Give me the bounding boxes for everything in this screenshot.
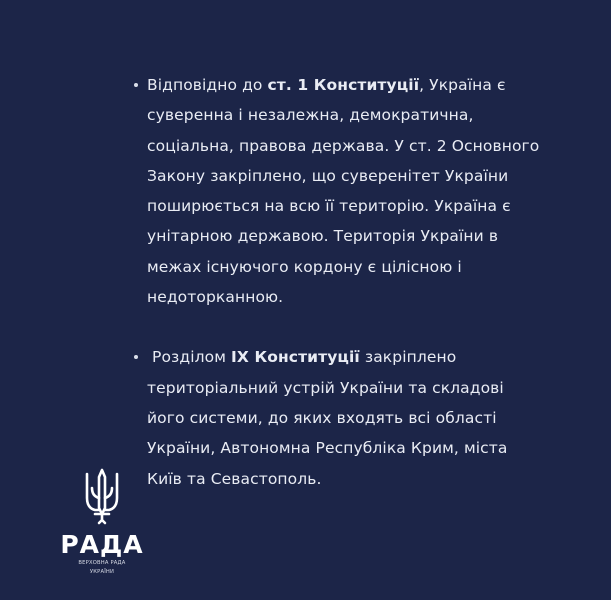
bullet-paragraph-1 bbox=[132, 70, 572, 312]
bullet-dot bbox=[134, 83, 138, 87]
text-line: його системи, до яких входять всі області bbox=[147, 408, 497, 427]
main-content bbox=[132, 70, 572, 494]
logo-title: РАДА bbox=[60, 530, 144, 559]
bold-text-span: IX Конституції bbox=[231, 348, 360, 367]
rada-logo bbox=[60, 468, 144, 575]
text-line: соціальна, правова держава. У ст. 2 Основного bbox=[147, 136, 540, 155]
text-span: закріплено bbox=[359, 348, 457, 367]
text-line: Закону закріплено, що суверенітет України bbox=[147, 166, 509, 185]
text-line bbox=[147, 70, 572, 100]
trident-icon bbox=[82, 468, 122, 526]
text-line: межах існуючого кордону є цілісною і bbox=[147, 257, 462, 276]
text-line: недоторканною. bbox=[147, 288, 284, 307]
bold-text-span: ст. 1 Конституції bbox=[267, 76, 420, 94]
bullet-dot bbox=[134, 355, 138, 359]
text-line: унітарною державою. Територія України в bbox=[147, 227, 499, 246]
text-line: Київ та Севастополь. bbox=[147, 469, 322, 488]
text-line: України, Автономна Республіка Крим, міста bbox=[147, 439, 508, 458]
text-span: Відповідно до bbox=[147, 76, 268, 94]
text-line: територіальний устрій України та складові bbox=[147, 378, 504, 397]
bullet-paragraph-2 bbox=[132, 342, 572, 493]
logo-subtitle-line1: ВЕРХОВНА РАДА bbox=[78, 560, 126, 566]
text-line: поширюється на всю її територію. Україна є bbox=[147, 197, 511, 216]
text-line: суверенна і незалежна, демократична, bbox=[147, 106, 474, 125]
logo-subtitle-line2: УКРАЇНИ bbox=[89, 568, 115, 575]
text-span: , Україна є bbox=[419, 76, 506, 94]
text-span: Розділом bbox=[147, 348, 232, 367]
text-line bbox=[147, 342, 572, 372]
